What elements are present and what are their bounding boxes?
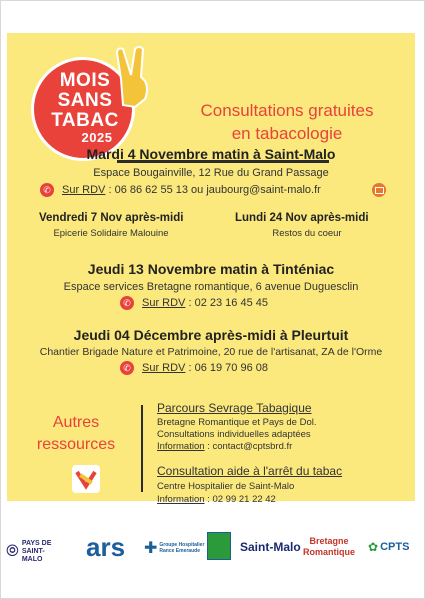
- pays-saint-malo-logo: ⦾ PAYS DE SAINT-MALO: [6, 540, 52, 563]
- bretagne-romantique-logo: Bretagne Romantique: [302, 536, 355, 557]
- consultation-info: Information : 02 99 21 22 42: [157, 494, 276, 505]
- saint-malo-logo: Saint-Malo: [240, 540, 301, 554]
- ars-logo: ars: [86, 532, 126, 562]
- commune-logo: [207, 532, 231, 560]
- parcours-sevrage-link[interactable]: Parcours Sevrage Tabagique: [157, 401, 312, 415]
- sub-event-1-place: Epicerie Solidaire Malouine: [53, 228, 169, 239]
- sub-event-1-title: Vendredi 7 Nov après-midi: [39, 212, 184, 224]
- phone-icon: ✆: [120, 361, 134, 375]
- event-pleurtuit-place: Chantier Brigade Nature et Patrimoine, 20 rue de l'artisanat, ZA de l'Orme: [39, 346, 383, 358]
- rdv-link[interactable]: Sur RDV: [142, 362, 186, 374]
- parcours-line-2: Consultations individuelles adaptées: [157, 429, 311, 440]
- event-tinteniac-contact: Sur RDV : 02 23 16 45 45: [142, 297, 268, 309]
- logo-text: MOIS SANS TABAC 2025: [51, 70, 119, 145]
- partner-logos: [0, 528, 425, 572]
- sub-event-2-place: Restos du coeur: [272, 228, 342, 239]
- event-saint-malo-title: Mardi 4 Novembre matin à Saint-Malo: [86, 146, 336, 162]
- phone-icon: ✆: [120, 296, 134, 310]
- sub-event-2-title: Lundi 24 Nov après-midi: [235, 212, 369, 224]
- event-saint-malo-contact: Sur RDV : 06 86 62 55 13 ou jaubourg@saint-malo.fr: [62, 184, 321, 196]
- event-tinteniac-place: Espace services Bretagne romantique, 6 avenue Duguesclin: [63, 281, 359, 293]
- event-tinteniac-title: Jeudi 13 Novembre matin à Tinténiac: [87, 261, 335, 277]
- parcours-line-1: Bretagne Romantique et Pays de Dol.: [157, 417, 317, 428]
- consultation-line-1: Centre Hospitalier de Saint-Malo: [157, 481, 295, 492]
- consultation-aide-link[interactable]: Consultation aide à l'arrêt du tabac: [157, 464, 343, 478]
- poster: [7, 33, 415, 505]
- autres-ressources-heading: Autres ressources: [36, 414, 116, 453]
- resources-divider: [141, 405, 143, 492]
- rdv-link[interactable]: Sur RDV: [62, 184, 106, 196]
- event-saint-malo-place: Espace Bougainville, 12 Rue du Grand Passage: [93, 167, 329, 179]
- no-smoking-icon: [69, 462, 103, 496]
- page-title: Consultations gratuites en tabacologie: [200, 101, 374, 143]
- event-pleurtuit-title: Jeudi 04 Décembre après-midi à Pleurtuit: [73, 327, 349, 343]
- hopital-logo: ✚ Groupe Hospitalier Rance Emeraude: [144, 540, 205, 557]
- event-pleurtuit-contact: Sur RDV : 06 19 70 96 08: [142, 362, 268, 374]
- mail-icon: [372, 183, 386, 197]
- rdv-link[interactable]: Sur RDV: [142, 297, 186, 309]
- phone-icon: ✆: [40, 183, 54, 197]
- victory-hand-icon: [115, 45, 155, 109]
- parcours-info: Information : contact@cptsbrd.fr: [157, 441, 293, 452]
- cpts-logo: ✿ CPTS: [368, 540, 410, 554]
